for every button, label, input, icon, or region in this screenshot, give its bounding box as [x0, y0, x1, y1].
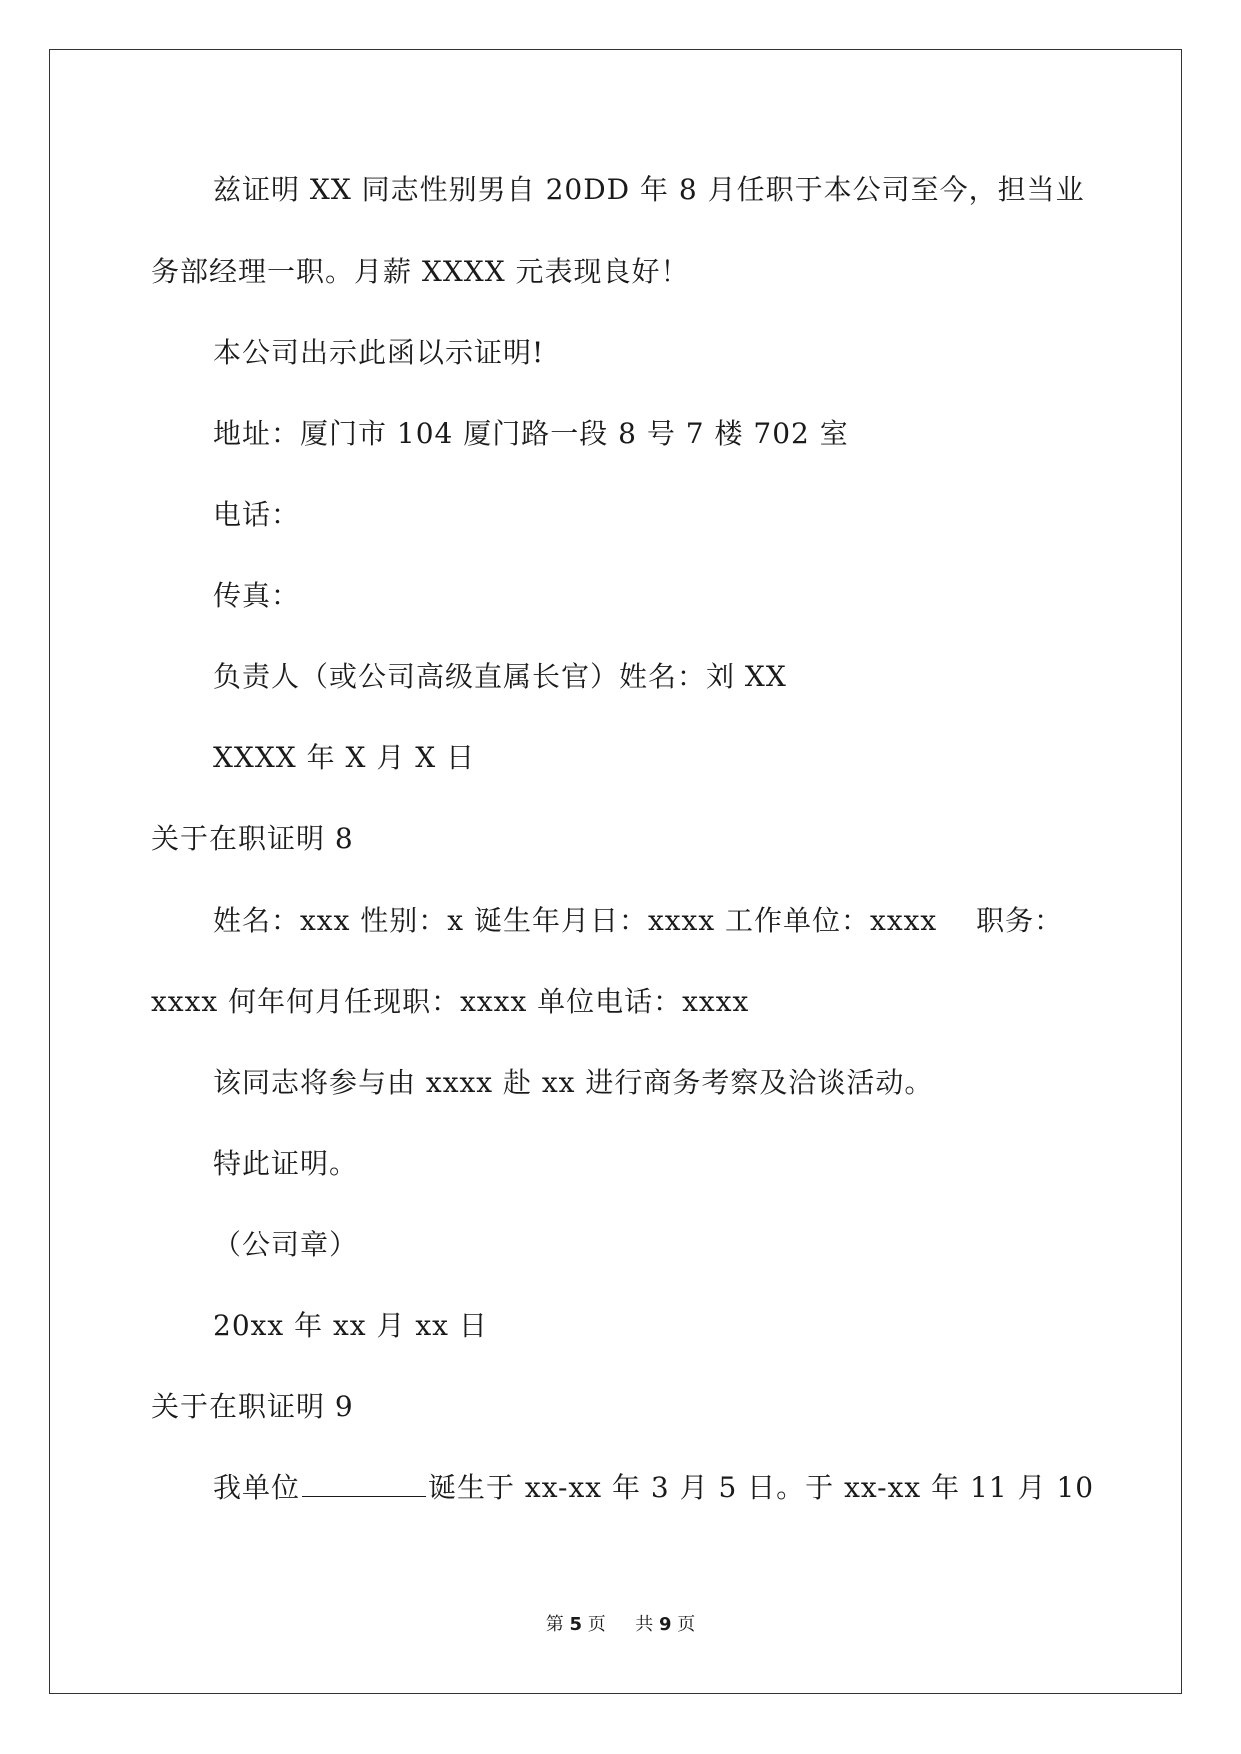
text-segment: 诞生于 xx-xx 年 3 月 5 日。于 xx-xx 年 11 月 10 — [428, 1471, 1095, 1504]
section-heading: 关于在职证明 9 — [151, 1390, 354, 1423]
footer-prefix: 第 — [545, 1614, 564, 1635]
paragraph-line: 该同志将参与由 xxxx 赴 xx 进行商务考察及洽谈活动。 — [213, 1066, 934, 1099]
section-heading: 关于在职证明 8 — [151, 822, 354, 855]
paragraph-line: 务部经理一职。月薪 XXXX 元表现良好！ — [151, 255, 690, 288]
current-page-number: 5 — [569, 1614, 583, 1635]
address-line: 地址：厦门市 104 厦门路一段 8 号 7 楼 702 室 — [213, 417, 849, 450]
page-border — [49, 49, 1182, 1694]
date-line: XXXX 年 X 月 X 日 — [213, 741, 476, 774]
footer-suffix: 页 — [677, 1614, 696, 1635]
phone-line: 电话： — [213, 498, 301, 531]
page-footer — [0, 1613, 1241, 1637]
paragraph-line: 姓名：xxx 性别：x 诞生年月日：xxxx 工作单位：xxxx 职务： — [213, 904, 1064, 937]
company-seal-line: （公司章） — [213, 1228, 359, 1261]
paragraph-line — [213, 1470, 1094, 1506]
footer-total-prefix: 共 — [635, 1614, 654, 1635]
date-line: 20xx 年 xx 月 xx 日 — [213, 1309, 488, 1342]
footer-page-word: 页 — [587, 1614, 606, 1635]
paragraph-line: xxxx 何年何月任现职：xxxx 单位电话：xxxx — [151, 985, 750, 1018]
responsible-person-line: 负责人（或公司高级直属长官）姓名：刘 XX — [213, 660, 787, 693]
text-segment: 我单位 — [213, 1471, 301, 1504]
paragraph-line: 特此证明。 — [213, 1147, 359, 1180]
fax-line: 传真： — [213, 579, 301, 612]
paragraph-line: 本公司出示此函以示证明! — [213, 336, 545, 369]
fill-in-blank — [302, 1470, 426, 1497]
paragraph-line: 兹证明 XX 同志性别男自 20DD 年 8 月任职于本公司至今，担当业 — [213, 173, 1085, 206]
total-page-number: 9 — [658, 1614, 672, 1635]
